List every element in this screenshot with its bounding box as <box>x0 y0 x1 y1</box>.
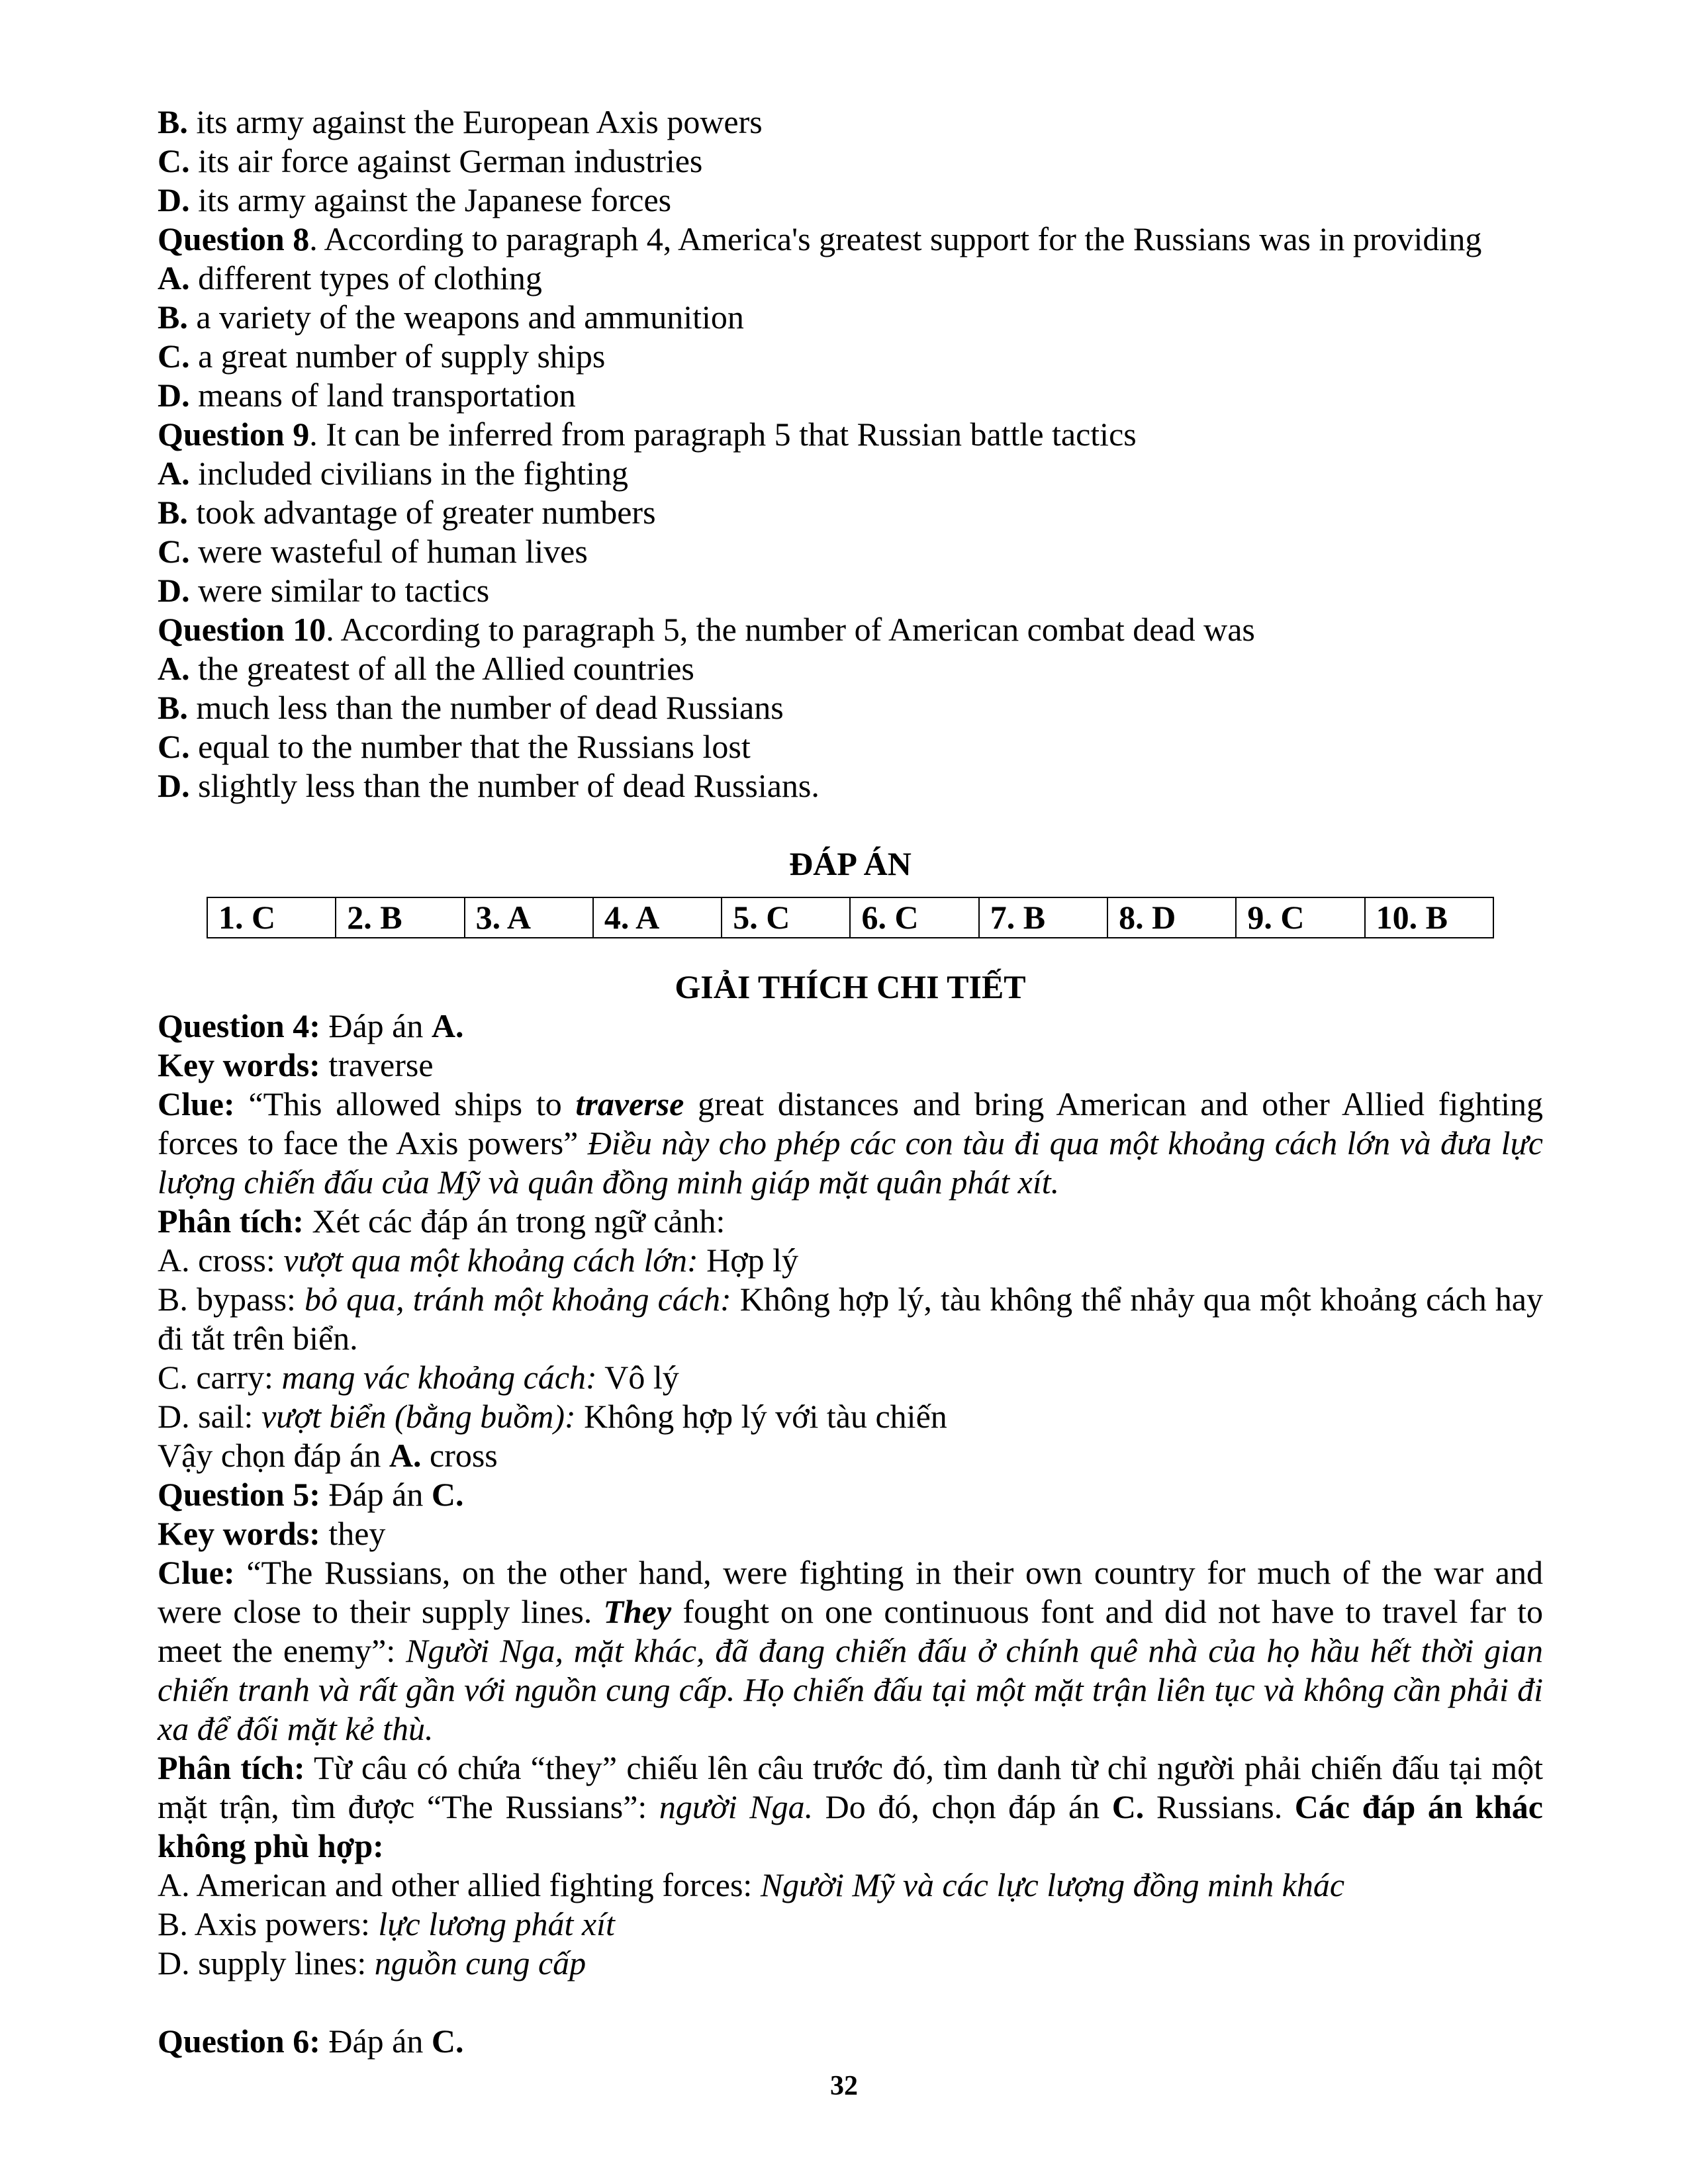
text-segment: Do đó, chọn đáp án <box>813 1788 1112 1825</box>
answer-cell: 10. B <box>1365 897 1493 938</box>
page-content <box>158 103 1543 2061</box>
text-segment: B. <box>158 103 188 140</box>
text-line <box>158 1202 1543 1241</box>
text-line <box>158 142 1543 181</box>
text-segment: D. <box>158 377 190 414</box>
text-segment: C. <box>431 2023 464 2060</box>
text-line <box>158 376 1543 415</box>
text-segment: D. supply lines: <box>158 1944 375 1981</box>
text-segment: lực lương phát xít <box>378 1905 615 1942</box>
answer-cell: 5. C <box>722 897 850 938</box>
text-line <box>158 103 1543 142</box>
text-segment: người Nga. <box>659 1788 814 1825</box>
text-segment: took advantage of greater numbers <box>187 494 656 531</box>
text-line <box>158 1085 1543 1202</box>
answer-cell: 4. A <box>593 897 722 938</box>
text-segment: a great number of supply ships <box>189 338 606 375</box>
text-segment: C. <box>158 533 190 570</box>
text-segment: nguồn cung cấp <box>374 1944 586 1981</box>
text-segment: A. cross: <box>158 1242 284 1279</box>
answer-cell: 7. B <box>979 897 1107 938</box>
text-line <box>158 454 1543 493</box>
text-segment: A. <box>158 650 190 687</box>
text-segment: were similar to tactics <box>189 572 490 609</box>
text-segment: A. <box>431 1007 464 1044</box>
text-segment: included civilians in the fighting <box>189 455 628 492</box>
text-segment: a variety of the weapons and ammunition <box>187 298 744 336</box>
text-segment: Không hợp lý, tàu không thể nhảy qua một khoảng cách hay đi tắt trên biển. <box>158 1281 1543 1357</box>
text-line <box>158 2022 1543 2061</box>
text-segment: Người Nga, mặt khác, đã đang chiến đấu ở chính quê nhà của họ hầu hết thời gian chiến tranh và rất gần với nguồn cung cấp. Họ chiến đấu tại một mặt trận liên tục và không cần phải đi xa để đối mặt kẻ thù. <box>158 1632 1543 1747</box>
text-line <box>158 1007 1543 1046</box>
text-segment: they <box>320 1515 386 1552</box>
text-segment: bỏ qua, tránh một khoảng cách: <box>305 1281 731 1318</box>
text-line <box>158 610 1543 649</box>
text-segment: . According to paragraph 5, the number of American combat dead was <box>326 611 1255 648</box>
text-segment: Điều này cho phép các con tàu đi qua một khoảng cách lớn và đưa lực lượng chiến đấu của Mỹ và quân đồng minh giáp mặt quân phát xít. <box>158 1124 1543 1201</box>
text-segment: A. <box>158 259 190 296</box>
text-segment: B. <box>158 298 188 336</box>
text-segment: C. <box>431 1476 464 1513</box>
text-segment: its army against the European Axis powers <box>187 103 763 140</box>
text-segment: . According to paragraph 4, America's greatest support for the Russians was in providing <box>309 220 1482 257</box>
text-line <box>158 532 1543 571</box>
text-line <box>158 1280 1543 1358</box>
text-line <box>158 1944 1543 1983</box>
text-segment: Russians. <box>1144 1788 1295 1825</box>
questions-section <box>158 103 1543 805</box>
text-segment: C. <box>158 728 190 765</box>
text-segment: Key words: <box>158 1515 320 1552</box>
text-segment: A. American and other allied fighting forces: <box>158 1866 761 1903</box>
text-line <box>158 1866 1543 1905</box>
answer-cell: 2. B <box>336 897 464 938</box>
text-line <box>158 1046 1543 1085</box>
text-segment: vượt biển (bằng buồm): <box>261 1398 576 1435</box>
text-segment: different types of clothing <box>189 259 542 296</box>
text-segment: Người Mỹ và các lực lượng đồng minh khác <box>760 1866 1345 1903</box>
text-segment: Không hợp lý với tàu chiến <box>575 1398 947 1435</box>
answer-key-row <box>207 897 1493 938</box>
text-segment: Question 8 <box>158 220 310 257</box>
text-segment: Từ câu có chứa “they” chiếu lên câu trước đó, tìm danh từ chỉ người phải chiến đấu tại một mặt trận, tìm được “The Russians”: <box>158 1749 1543 1825</box>
text-segment: mang vác khoảng cách: <box>281 1359 597 1396</box>
text-line <box>158 415 1543 454</box>
text-segment: Key words: <box>158 1046 320 1083</box>
text-segment: “The Russians, on the other hand, were fighting in their own country for much of the war and were close to their supply lines. <box>158 1554 1544 1630</box>
answer-key-title: ĐÁP ÁN <box>789 845 912 882</box>
answer-cell: 6. C <box>850 897 978 938</box>
text-segment: D. sail: <box>158 1398 261 1435</box>
text-line <box>158 1553 1543 1749</box>
text-line <box>158 259 1543 298</box>
text-line <box>158 220 1543 259</box>
text-segment: Vô lý <box>596 1359 679 1396</box>
text-line <box>158 337 1543 376</box>
text-segment: its air force against German industries <box>189 142 703 179</box>
text-segment: C. <box>158 338 190 375</box>
text-segment: traverse <box>320 1046 434 1083</box>
text-segment: means of land transportation <box>189 377 576 414</box>
text-segment: B. Axis powers: <box>158 1905 379 1942</box>
text-line <box>158 571 1543 610</box>
text-segment: B. <box>158 494 188 531</box>
explanation-section <box>158 1007 1543 2061</box>
text-line <box>158 493 1543 532</box>
section-spacer <box>158 805 1543 844</box>
text-segment: B. <box>158 689 188 726</box>
text-segment: its army against the Japanese forces <box>189 181 672 218</box>
answer-cell: 9. C <box>1236 897 1364 938</box>
answer-cell: 1. C <box>207 897 336 938</box>
text-segment: Question 4: <box>158 1007 320 1044</box>
text-segment: Phân tích: <box>158 1203 304 1240</box>
text-segment: B. bypass: <box>158 1281 305 1318</box>
text-line <box>158 298 1543 337</box>
explanation-title: GIẢI THÍCH CHI TIẾT <box>675 968 1026 1005</box>
text-line <box>158 649 1543 688</box>
answer-key-table <box>207 897 1494 938</box>
text-line <box>158 1514 1543 1553</box>
text-line <box>158 1475 1543 1514</box>
text-segment: slightly less than the number of dead Russians. <box>189 767 820 804</box>
text-segment: Question 5: <box>158 1476 320 1513</box>
text-line <box>158 688 1543 727</box>
text-segment: Phân tích: <box>158 1749 305 1786</box>
text-segment: Đáp án <box>320 1007 432 1044</box>
text-segment: Clue: <box>158 1085 249 1122</box>
text-segment: Clue: <box>158 1554 247 1591</box>
text-segment: Đáp án <box>320 1476 432 1513</box>
text-segment: Question 10 <box>158 611 326 648</box>
text-segment: D. <box>158 572 190 609</box>
text-line <box>158 1983 1543 2022</box>
text-segment: traverse <box>575 1085 684 1122</box>
text-segment: Đáp án <box>320 2023 432 2060</box>
text-segment: They <box>603 1593 672 1630</box>
text-segment: D. <box>158 181 190 218</box>
text-segment: Question 6: <box>158 2023 320 2060</box>
text-segment: Vậy chọn đáp án <box>158 1437 389 1474</box>
text-line <box>158 1397 1543 1436</box>
text-segment: much less than the number of dead Russians <box>187 689 784 726</box>
text-line <box>158 766 1543 805</box>
text-line <box>158 1436 1543 1475</box>
text-segment: D. <box>158 767 190 804</box>
text-line <box>158 1358 1543 1397</box>
page-number: 32 <box>830 2071 858 2101</box>
text-segment: equal to the number that the Russians lost <box>189 728 751 765</box>
text-segment: the greatest of all the Allied countries <box>189 650 694 687</box>
text-segment: were wasteful of human lives <box>189 533 588 570</box>
text-segment: A. <box>158 455 190 492</box>
text-segment: . It can be inferred from paragraph 5 that Russian battle tactics <box>309 416 1137 453</box>
answer-cell: 3. A <box>465 897 593 938</box>
text-segment: Xét các đáp án trong ngữ cảnh: <box>303 1203 726 1240</box>
text-segment: Question 9 <box>158 416 310 453</box>
text-segment: great distances and bring American and other Allied fighting forces to face the Axis powers” <box>158 1085 1543 1161</box>
text-segment: C. <box>158 142 190 179</box>
text-line <box>158 1241 1543 1280</box>
text-segment: Các đáp án khác không phù hợp: <box>158 1788 1544 1864</box>
text-segment: “This allowed ships to <box>248 1085 576 1122</box>
answer-cell: 8. D <box>1107 897 1236 938</box>
text-segment: C. carry: <box>158 1359 282 1396</box>
text-segment: A. <box>389 1437 422 1474</box>
text-line <box>158 181 1543 220</box>
text-segment: vượt qua một khoảng cách lớn: <box>283 1242 698 1279</box>
text-line <box>158 727 1543 766</box>
text-line <box>158 1905 1543 1944</box>
text-segment: cross <box>421 1437 498 1474</box>
text-segment: fought on one continuous font and did not have to travel far to meet the enemy”: <box>158 1593 1543 1669</box>
text-line <box>158 1749 1543 1866</box>
text-segment: C. <box>1111 1788 1145 1825</box>
text-segment: Hợp lý <box>698 1242 799 1279</box>
